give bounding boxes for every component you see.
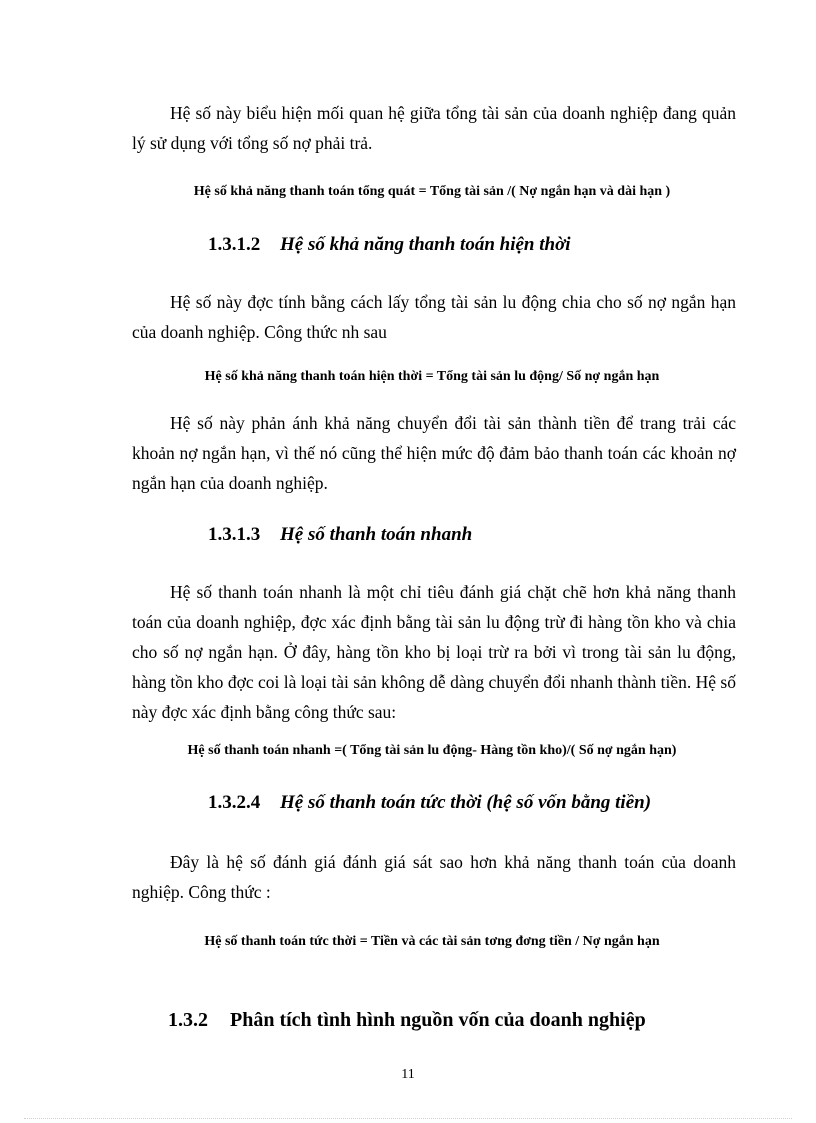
formula-quick-ratio: Hệ số thanh toán nhanh =( Tổng tài sản lu động- Hàng tồn kho)/( Số nợ ngắn hạn) (187, 743, 677, 758)
heading-quick-ratio (208, 522, 472, 548)
heading-title: Hệ số thanh toán tức thời (hệ số vốn bằng tiền) (280, 792, 652, 813)
page-bottom-border (24, 1118, 792, 1119)
heading-cash-ratio (208, 790, 651, 816)
heading-current-ratio (208, 232, 571, 258)
page-number: 11 (401, 1067, 415, 1082)
heading-number: 1.3.1.3 (208, 524, 261, 545)
formula-current-ratio: Hệ số khả năng thanh toán hiện thời = Tổng tài sản lu động/ Số nợ ngắn hạn (204, 369, 660, 384)
heading-number: 1.3.2 (168, 1009, 208, 1031)
paragraph-cash-ratio: Đây là hệ số đánh giá đánh giá sát sao hơn khả năng thanh toán của doanh nghiệp. Công thức : (132, 852, 736, 902)
heading-capital-analysis (168, 1006, 646, 1034)
paragraph-total-solvency: Hệ số này biểu hiện mối quan hệ giữa tổng tài sản của doanh nghiệp đang quản lý sử dụng với tổng số nợ phải trả. (132, 103, 736, 153)
heading-title: Hệ số khả năng thanh toán hiện thời (280, 234, 571, 255)
heading-title: Phân tích tình hình nguồn vốn của doanh nghiệp (230, 1009, 646, 1031)
paragraph-current-ratio: Hệ số này đợc tính bằng cách lấy tổng tài sản lu động chia cho số nợ ngắn hạn của doanh nghiệp. Công thức nh sau (132, 292, 736, 342)
heading-number: 1.3.1.2 (208, 234, 261, 255)
formula-cash-ratio: Hệ số thanh toán tức thời = Tiền và các tài sản tơng đơng tiền / Nợ ngắn hạn (204, 934, 660, 949)
paragraph-current-ratio-meaning: Hệ số này phản ánh khả năng chuyển đổi tài sản thành tiền để trang trải các khoản nợ ngắn hạn, vì thế nó cũng thể hiện mức độ đảm bảo thanh toán các khoản nợ ngắn hạn của doanh nghiệp. (132, 413, 736, 493)
paragraph-quick-ratio: Hệ số thanh toán nhanh là một chỉ tiêu đánh giá chặt chẽ hơn khả năng thanh toán của doanh nghiệp, đợc xác định bằng tài sản lu động trừ đi hàng tồn kho và chia cho số nợ ngắn hạn. Ở đây, hàng tồn kho bị loại trừ ra bởi vì trong tài sản lu động, hàng tồn kho đợc coi là loại tài sản không dễ dàng chuyển đổi nhanh thành tiền. Hệ số này đợc xác định bằng công thức sau: (132, 582, 736, 722)
formula-total-solvency: Hệ số khả năng thanh toán tổng quát = Tổng tài sản /( Nợ ngắn hạn và dài hạn ) (193, 184, 671, 199)
heading-title: Hệ số thanh toán nhanh (280, 524, 473, 545)
heading-number: 1.3.2.4 (208, 792, 261, 813)
